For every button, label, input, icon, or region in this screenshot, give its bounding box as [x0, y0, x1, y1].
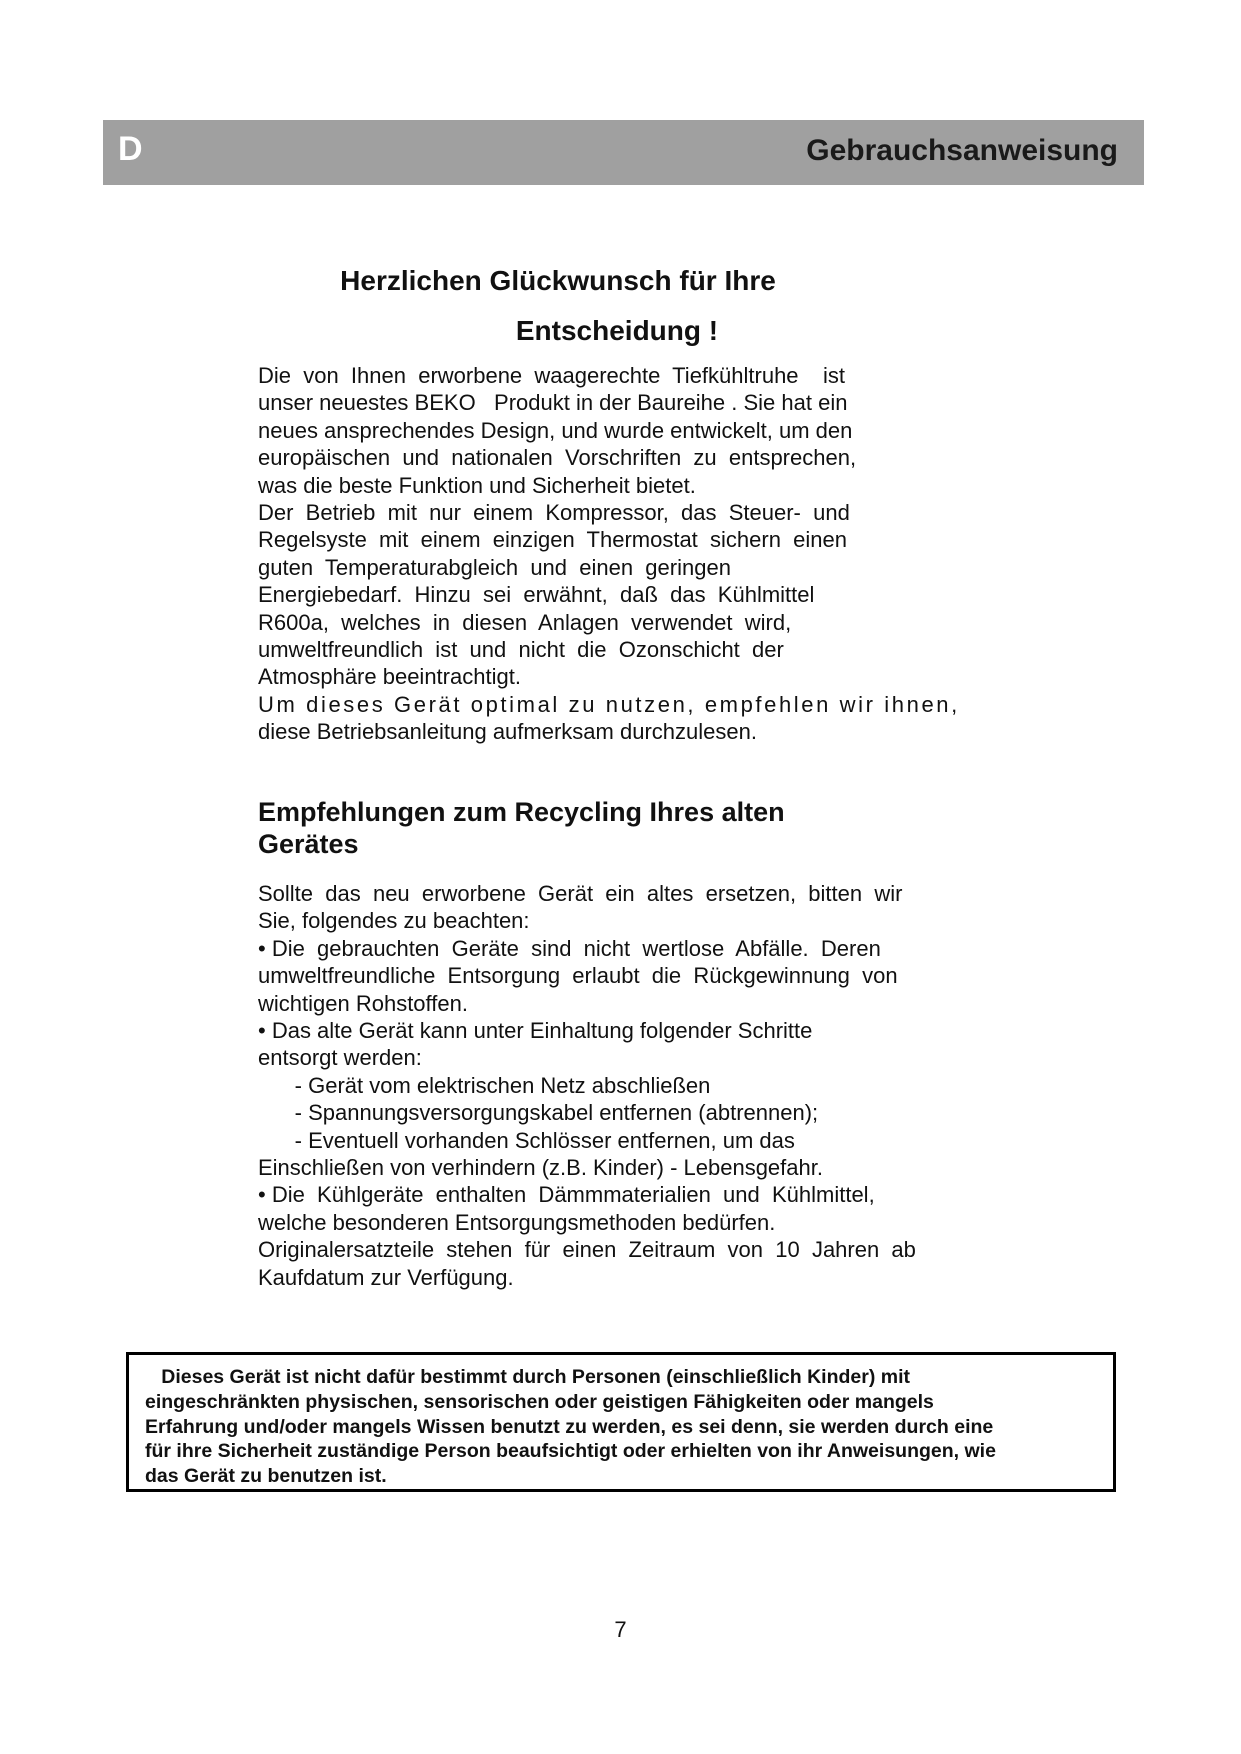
- notice-line: das Gerät zu benutzen ist.: [145, 1465, 387, 1488]
- text-line: Sollte das neu erworbene Gerät ein altes ersetzen, bitten wir: [258, 881, 903, 906]
- text-line: Der Betrieb mit nur einem Kompressor, das Steuer- und: [258, 500, 850, 526]
- intro-paragraph: [258, 362, 998, 746]
- text-line: umweltfreundlich ist und nicht die Ozonschicht der: [258, 637, 784, 663]
- text-line: Einschließen von verhindern (z.B. Kinder) - Lebensgefahr.: [258, 1155, 823, 1181]
- text-line: europäischen und nationalen Vorschriften zu entsprechen,: [258, 445, 857, 471]
- text-line: wichtigen Rohstoffen.: [258, 990, 468, 1016]
- text-line: R600a, welches in diesen Anlagen verwendet wird,: [258, 609, 792, 635]
- header-bar: [103, 120, 1144, 185]
- text-line: Energiebedarf. Hinzu sei erwähnt, daß das Kühlmittel: [258, 582, 815, 608]
- bullet-item: • Das alte Gerät kann unter Einhaltung folgender Schritte: [258, 1018, 813, 1044]
- text-line: umweltfreundliche Entsorgung erlaubt die Rückgewinnung von: [258, 963, 898, 989]
- safety-notice-box: [126, 1352, 1116, 1492]
- main-heading-line-1: Herzlichen Glückwunsch für Ihre: [340, 265, 776, 296]
- text-line: welche besonderen Entsorgungsmethoden bedürfen.: [258, 1209, 776, 1235]
- notice-line: eingeschränkten physischen, sensorischen oder geistigen Fähigkeiten oder mangels: [145, 1390, 934, 1413]
- main-heading: [258, 256, 958, 356]
- text-line: guten Temperaturabgleich und einen geringen: [258, 554, 731, 580]
- notice-line: für ihre Sicherheit zuständige Person beaufsichtigt oder erhielten von ihr Anweisungen, wie: [145, 1440, 996, 1463]
- bullet-item: • Die Kühlgeräte enthalten Dämmmaterialien und Kühlmittel,: [258, 1182, 875, 1208]
- text-line: neues ansprechendes Design, und wurde entwickelt, um den: [258, 417, 853, 443]
- language-code: D: [118, 130, 143, 168]
- step-item: - Spannungsversorgungskabel entfernen (abtrennen);: [258, 1100, 819, 1126]
- step-item: - Eventuell vorhanden Schlösser entfernen, um das: [258, 1127, 795, 1153]
- text-line: Sie, folgendes zu beachten:: [258, 908, 530, 934]
- recycling-heading-line-2: Gerätes: [258, 829, 359, 859]
- recycling-heading: [258, 796, 958, 860]
- text-line: Um dieses Gerät optimal zu nutzen, empfehlen wir ihnen,: [258, 691, 960, 717]
- text-line: was die beste Funktion und Sicherheit bietet.: [258, 472, 696, 498]
- text-line: Regelsyste mit einem einzigen Thermostat sichern einen: [258, 527, 847, 553]
- step-item: - Gerät vom elektrischen Netz abschließen: [258, 1072, 711, 1098]
- text-line: unser neuestes BEKO Produkt in der Baureihe . Sie hat ein: [258, 390, 848, 416]
- recycling-section: [258, 880, 998, 1291]
- notice-line: Erfahrung und/oder mangels Wissen benutzt zu werden, es sei denn, sie werden durch eine: [145, 1415, 994, 1438]
- bullet-item: • Die gebrauchten Geräte sind nicht wertlose Abfälle. Deren: [258, 935, 881, 961]
- text-line: diese Betriebsanleitung aufmerksam durchzulesen.: [258, 719, 757, 745]
- recycling-heading-line-1: Empfehlungen zum Recycling Ihres alten: [258, 797, 785, 827]
- notice-line: Dieses Gerät ist nicht dafür bestimmt durch Personen (einschließlich Kinder) mit: [145, 1366, 911, 1388]
- document-title: Gebrauchsanweisung: [806, 134, 1118, 167]
- text-line: Kaufdatum zur Verfügung.: [258, 1264, 514, 1290]
- text-line: Die von Ihnen erworbene waagerechte Tiefkühltruhe ist: [258, 363, 845, 388]
- text-line: entsorgt werden:: [258, 1045, 422, 1071]
- text-line: Atmosphäre beeintrachtigt.: [258, 664, 521, 690]
- text-line: Originalersatzteile stehen für einen Zeitraum von 10 Jahren ab: [258, 1237, 916, 1263]
- main-heading-line-2: Entscheidung !: [515, 315, 719, 346]
- page-number: 7: [614, 1617, 627, 1642]
